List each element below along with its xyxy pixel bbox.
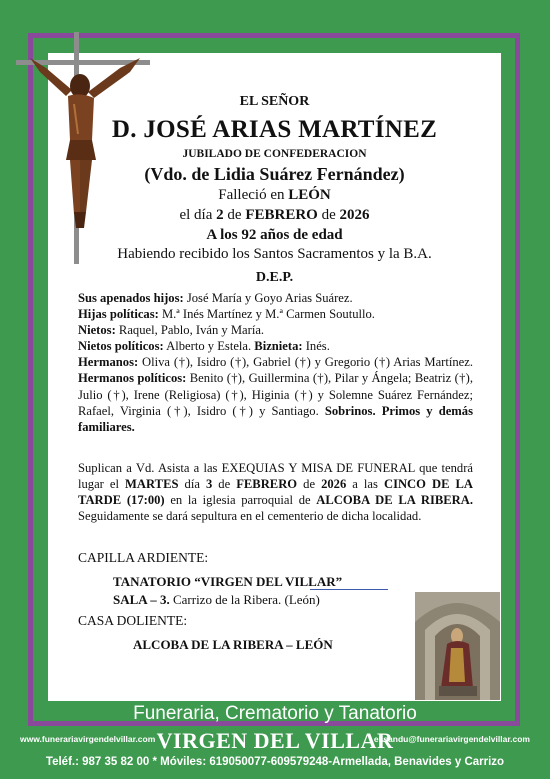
family-list [78,290,473,435]
capilla-tanatorio: TANATORIO “VIRGEN DEL VILLAR” [113,574,343,589]
footer-slogan: Funeraria, Crematorio y Tanatorio [133,703,417,724]
death-date: el día 2 de FEBRERO de 2026 [179,207,370,223]
underline [310,589,388,590]
family-nietos-politicos: Nietos políticos: Alberto y Estela. Biznieta: Inés. [78,339,330,354]
family-hijas-politicas: Hijas políticas: M.ª Inés Martínez y M.ª Carmen Soutullo. [78,307,375,322]
capilla-label: CAPILLA ARDIENTE: [78,550,209,565]
family-hermanos: Hermanos: Oliva (†), Isidro (†), Gabriel (†) y Gregorio (†) Arias Martínez. Hermanos políticos: Benito (†), Guillermina (†), Pilar y Ángela; Beatriz (†), Julio (†), Irene (Religiosa) (†), Higinia (†) y Solemne Suárez Fernández; Rafael, Virginia (†), Isidro (†) y Santiago. Sobrinos. Primos y demás familiares. [78,355,473,434]
age: A los 92 años de edad [206,227,343,243]
sacraments: Habiendo recibido los Santos Sacramentos y la B.A. [117,246,432,262]
family-nietos: Nietos: Raquel, Pablo, Iván y María. [78,323,265,338]
deceased-name: D. JOSÉ ARIAS MARTÍNEZ [111,116,438,143]
footer-web[interactable]: www.funerariavirgendelvillar.com [20,734,156,744]
died-in: Falleció en LEÓN [218,187,331,203]
occupation: JUBILADO DE CONFEDERACION [182,148,367,160]
virgin-statue-image [415,592,500,700]
capilla-sala: SALA – 3. Carrizo de la Ribera. (León) [113,592,320,607]
family-hijos: Sus apenados hijos: José María y Goyo Arias Suárez. [78,291,353,305]
footer-email[interactable]: elisandu@funerariavirgendelvillar.com [373,734,530,744]
casa-value: ALCOBA DE LA RIBERA – LEÓN [133,637,333,652]
footer-phones: Teléf.: 987 35 82 00 * Móviles: 619050077-609579248-Armellada, Benavides y Carrizo [45,756,505,768]
dep: D.E.P. [255,270,294,285]
el-senor: EL SEÑOR [239,94,310,109]
funeral-info: Suplican a Vd. Asista a las EXEQUIAS Y MISA DE FUNERAL que tendrá lugar el MARTES día 3 de FEBRERO de 2026 a las CINCO DE LA TARDE (17:00) en la iglesia parroquial de ALCOBA DE LA RIBERA. Seguidamente se dará sepultura en el cementerio de dicha localidad. [78,461,474,524]
casa-label: CASA DOLIENTE: [78,613,188,628]
widower-of: (Vdo. de Lidia Suárez Fernández) [144,164,405,184]
footer-brand: VIRGEN DEL VILLAR [156,728,394,753]
